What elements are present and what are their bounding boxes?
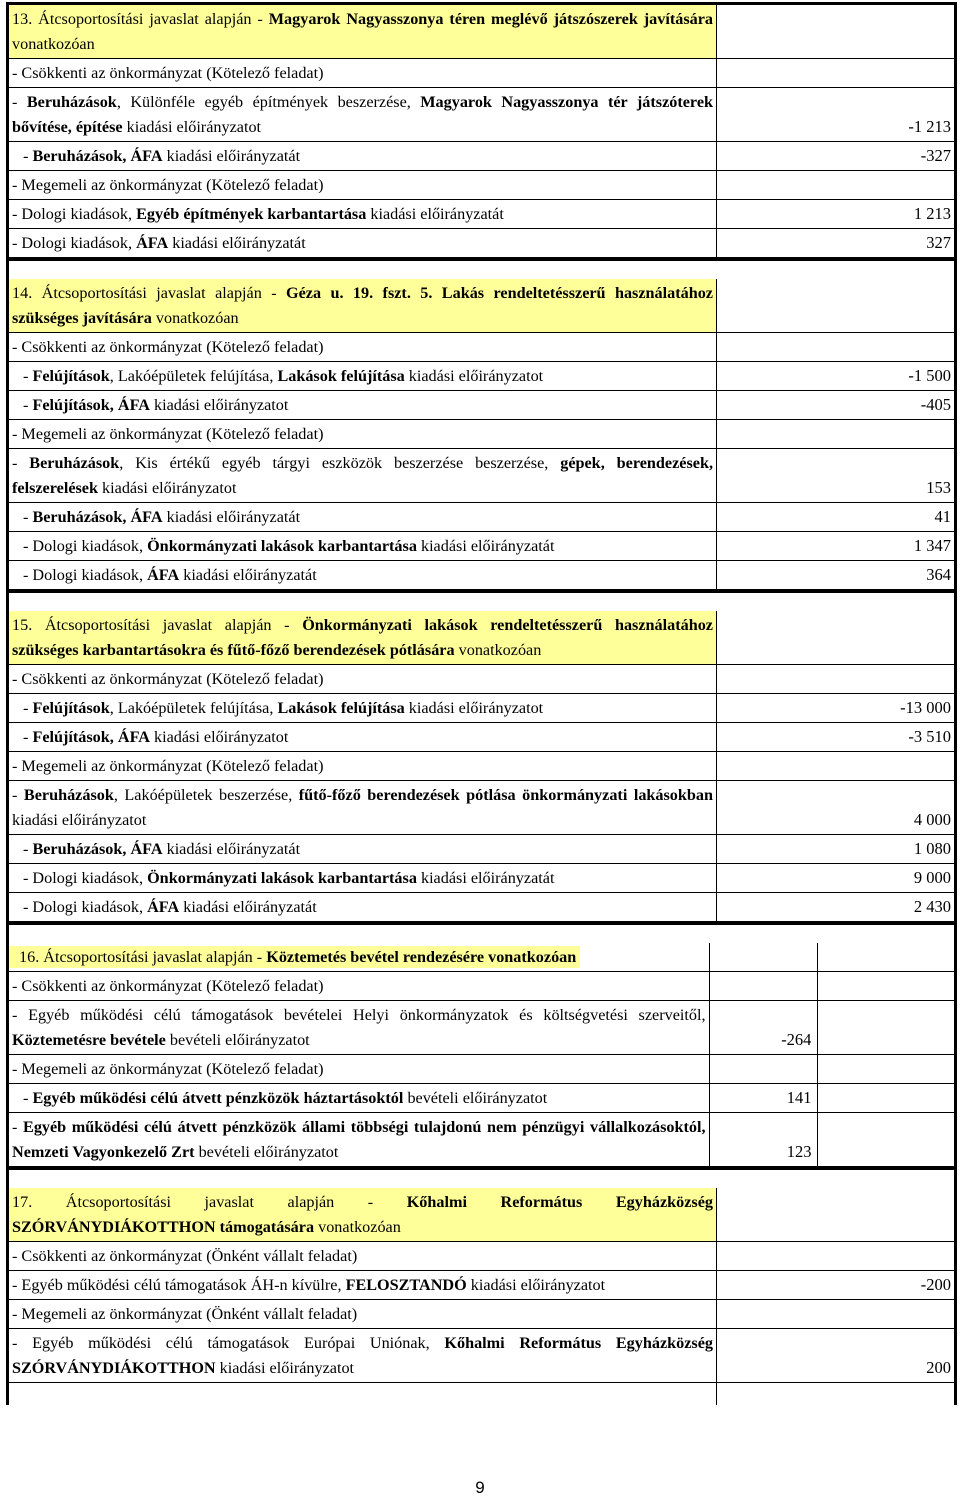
table-row [9,391,954,420]
row-value: -264 [710,1001,819,1054]
table-row [9,694,954,723]
table-row [9,88,954,142]
table-row [9,835,954,864]
row-value: 364 [926,565,951,584]
table-row [9,752,954,781]
table-row [9,1271,954,1300]
row-value: -1 213 [908,117,951,136]
row-description: - Egyéb működési célú támogatások Európai Uniónak, Kőhalmi Református Egyházközség SZÓRVÁNYDIÁKOTTHON kiadási előirányzatot [9,1329,717,1382]
row-description: - Beruházások, ÁFA kiadási előirányzatát [9,503,717,531]
row-description: - Dologi kiadások, Önkormányzati lakások karbantartása kiadási előirányzatát [9,532,717,560]
section-15-title: 15. Átcsoportosítási javaslat alapján - Önkormányzati lakások rendeltetésszerű használatához szükséges karbantartásokra és fűtő-főző berendezések pótlására vonatkozóan [9,611,717,664]
increase-label: - Megemeli az önkormányzat (Kötelező feladat) [9,420,717,448]
section-14-title-row [9,279,954,333]
table-row [9,532,954,561]
row-description: - Felújítások, ÁFA kiadási előirányzatot [9,723,717,751]
section-17-title: 17. Átcsoportosítási javaslat alapján - Kőhalmi Református Egyházközség SZÓRVÁNYDIÁKOTTHON támogatására vonatkozóan [9,1188,717,1241]
row-value: 9 000 [913,868,951,887]
table-row [9,561,954,590]
row-value: 123 [710,1113,819,1166]
row-description: - Beruházások, Lakóépületek beszerzése, fűtő-főző berendezések pótlása önkormányzati lakásokban kiadási előirányzatot [9,781,717,834]
row-description: - Egyéb működési célú átvett pénzközök háztartásoktól bevételi előirányzatot [9,1084,710,1112]
increase-label: - Megemeli az önkormányzat (Kötelező feladat) [9,171,717,199]
decrease-label: - Csökkenti az önkormányzat (Önként vállalt feladat) [9,1242,717,1270]
row-value: 327 [926,233,951,252]
table-row [9,1300,954,1329]
section-gap [6,922,957,943]
row-description: - Egyéb működési célú támogatások bevételei Helyi önkormányzatok és költségvetési szerveitől, Köztemetésre bevétele bevételi előirányzatot [9,1001,710,1054]
row-description: - Dologi kiadások, ÁFA kiadási előirányzatát [9,893,717,921]
table-row [9,333,954,362]
row-value: 200 [926,1358,951,1377]
decrease-label: - Csökkenti az önkormányzat (Kötelező feladat) [9,59,717,87]
table-row [9,229,954,258]
section-16-title-row [9,943,954,972]
decrease-label: - Csökkenti az önkormányzat (Kötelező feladat) [9,665,717,693]
row-value: 41 [934,507,951,526]
section-13 [6,2,957,258]
row-description: - Beruházások, ÁFA kiadási előirányzatát [9,835,717,863]
decrease-label: - Csökkenti az önkormányzat (Kötelező feladat) [9,972,710,1000]
row-value: 141 [710,1084,819,1112]
row-description: - Felújítások, Lakóépületek felújítása, Lakások felújítása kiadási előirányzatot [9,694,717,722]
row-description: - Beruházások, Kis értékű egyéb tárgyi eszközök beszerzése beszerzése, gépek, berendezések, felszerelések kiadási előirányzatot [9,449,717,502]
row-description: - Egyéb működési célú támogatások ÁH-n kívülre, FELOSZTANDÓ kiadási előirányzatot [9,1271,717,1299]
row-value: -1 500 [908,366,951,385]
table-row [9,723,954,752]
table-row [9,781,954,835]
section-gap [6,258,957,279]
table-row [9,1084,954,1113]
table-row [9,972,954,1001]
section-13-title-row [9,5,954,59]
row-value: -13 000 [900,698,951,717]
row-description: - Dologi kiadások, ÁFA kiadási előirányzatát [9,229,717,257]
section-14 [6,279,957,590]
table-row [9,503,954,532]
row-value: -405 [920,395,951,414]
section-16-title: 16. Átcsoportosítási javaslat alapján - Köztemetés bevétel rendezésére vonatkozóan [9,943,710,971]
decrease-label: - Csökkenti az önkormányzat (Kötelező feladat) [9,333,717,361]
row-description: - Beruházások, Különféle egyéb építmények beszerzése, Magyarok Nagyasszonya tér játszóterek bővítése, építése kiadási előirányzatot [9,88,717,141]
row-description: - Egyéb működési célú átvett pénzközök állami többségi tulajdonú nem pénzügyi vállalkozásoktól, Nemzeti Vagyonkezelő Zrt bevételi előirányzatot [9,1113,710,1166]
row-value: 1 213 [913,204,951,223]
section-15 [6,611,957,922]
increase-label: - Megemeli az önkormányzat (Kötelező feladat) [9,1055,710,1083]
row-description: - Dologi kiadások, ÁFA kiadási előirányzatát [9,561,717,589]
table-row [9,449,954,503]
row-value: -3 510 [908,727,951,746]
table-row [9,864,954,893]
table-row [9,362,954,391]
row-value: 2 430 [913,897,951,916]
table-row [9,59,954,88]
page-number: 9 [475,1478,485,1497]
row-value: -327 [920,146,951,165]
increase-label: - Megemeli az önkormányzat (Önként vállalt feladat) [9,1300,717,1328]
section-15-title-row [9,611,954,665]
section-16 [6,943,957,1167]
row-value: -200 [920,1275,951,1294]
section-17 [6,1188,957,1405]
row-value: 1 080 [913,839,951,858]
section-14-title: 14. Átcsoportosítási javaslat alapján - Géza u. 19. fszt. 5. Lakás rendeltetésszerű használatához szükséges javítására vonatkozóan [9,279,717,332]
row-value: 153 [926,478,951,497]
table-row [9,1383,954,1405]
section-gap [6,590,957,611]
row-description: - Dologi kiadások, Egyéb építmények karbantartása kiadási előirányzatát [9,200,717,228]
section-gap [6,1167,957,1188]
row-description: - Felújítások, Lakóépületek felújítása, Lakások felújítása kiadási előirányzatot [9,362,717,390]
table-row [9,142,954,171]
row-description: - Dologi kiadások, Önkormányzati lakások karbantartása kiadási előirányzatát [9,864,717,892]
table-row [9,1001,954,1055]
row-description: - Felújítások, ÁFA kiadási előirányzatot [9,391,717,419]
row-value: 1 347 [913,536,951,555]
table-row [9,200,954,229]
table-row [9,420,954,449]
increase-label: - Megemeli az önkormányzat (Kötelező feladat) [9,752,717,780]
row-value: 4 000 [913,810,951,829]
table-row [9,1242,954,1271]
section-13-title: 13. Átcsoportosítási javaslat alapján - Magyarok Nagyasszonya téren meglévő játszószerek javítására vonatkozóan [9,5,717,58]
section-17-title-row [9,1188,954,1242]
table-row [9,665,954,694]
row-description: - Beruházások, ÁFA kiadási előirányzatát [9,142,717,170]
budget-table [6,2,957,1405]
table-row [9,171,954,200]
table-row [9,893,954,922]
table-row [9,1055,954,1084]
table-row [9,1113,954,1167]
table-row [9,1329,954,1383]
